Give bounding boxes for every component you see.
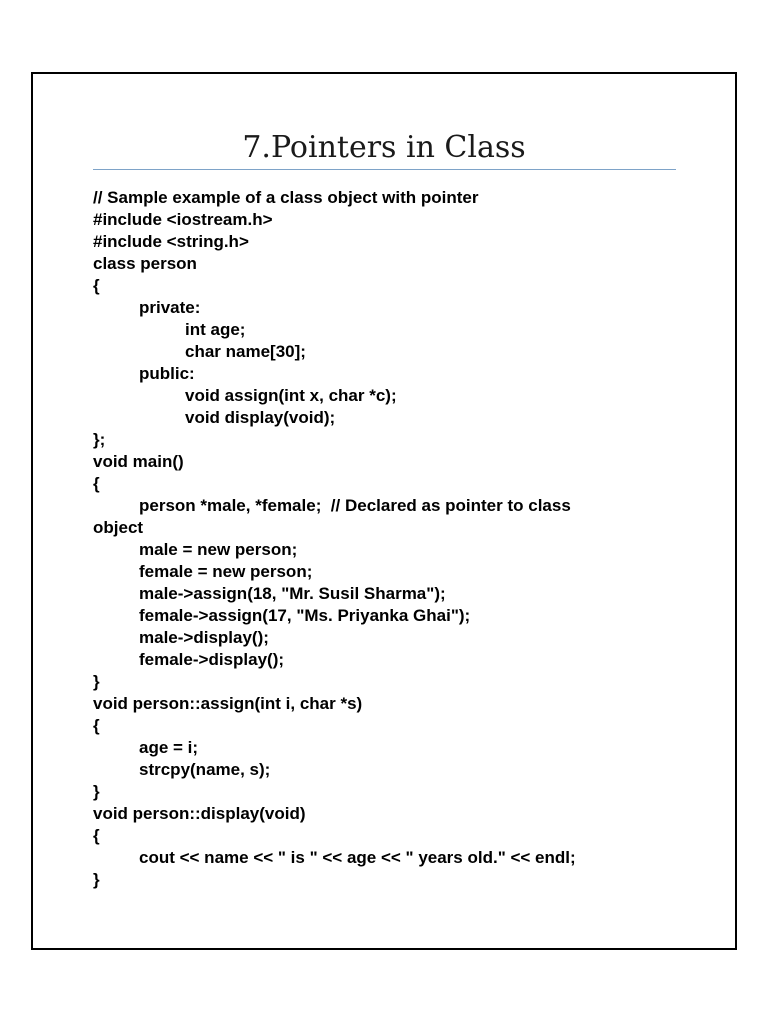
code-line: private: — [139, 298, 201, 317]
code-line: female->assign(17, "Ms. Priyanka Ghai"); — [139, 606, 471, 625]
code-line: void person::assign(int i, char *s) — [93, 694, 363, 713]
code-line: { — [93, 276, 100, 295]
title-divider — [93, 169, 676, 170]
code-line: class person — [93, 254, 197, 273]
code-line: { — [93, 716, 100, 735]
code-line: #include <iostream.h> — [93, 210, 273, 229]
code-line: void assign(int x, char *c); — [185, 386, 397, 405]
code-line: } — [93, 672, 100, 691]
code-line: person *male, *female; // Declared as pointer to class — [139, 496, 571, 515]
code-line: void display(void); — [185, 408, 336, 427]
code-line: female->display(); — [139, 650, 285, 669]
code-line: object — [93, 518, 144, 537]
code-line: } — [93, 782, 100, 801]
code-listing — [93, 187, 693, 891]
code-line: age = i; — [139, 738, 199, 757]
code-line: void main() — [93, 452, 184, 471]
code-line: #include <string.h> — [93, 232, 249, 251]
code-line: }; — [93, 430, 106, 449]
code-line: strcpy(name, s); — [139, 760, 271, 779]
code-line: female = new person; — [139, 562, 313, 581]
code-line: male->display(); — [139, 628, 269, 647]
code-line: { — [93, 826, 100, 845]
code-line: cout << name << " is " << age << " years old." << endl; — [139, 848, 576, 867]
code-line: int age; — [185, 320, 246, 339]
code-line: } — [93, 870, 100, 889]
code-line: char name[30]; — [185, 342, 306, 361]
code-line: void person::display(void) — [93, 804, 306, 823]
code-line: public: — [139, 364, 195, 383]
code-line: male->assign(18, "Mr. Susil Sharma"); — [139, 584, 446, 603]
code-line: male = new person; — [139, 540, 298, 559]
slide-title: 7.Pointers in Class — [242, 130, 526, 165]
code-line: // Sample example of a class object with pointer — [93, 188, 479, 207]
code-line: { — [93, 474, 100, 493]
